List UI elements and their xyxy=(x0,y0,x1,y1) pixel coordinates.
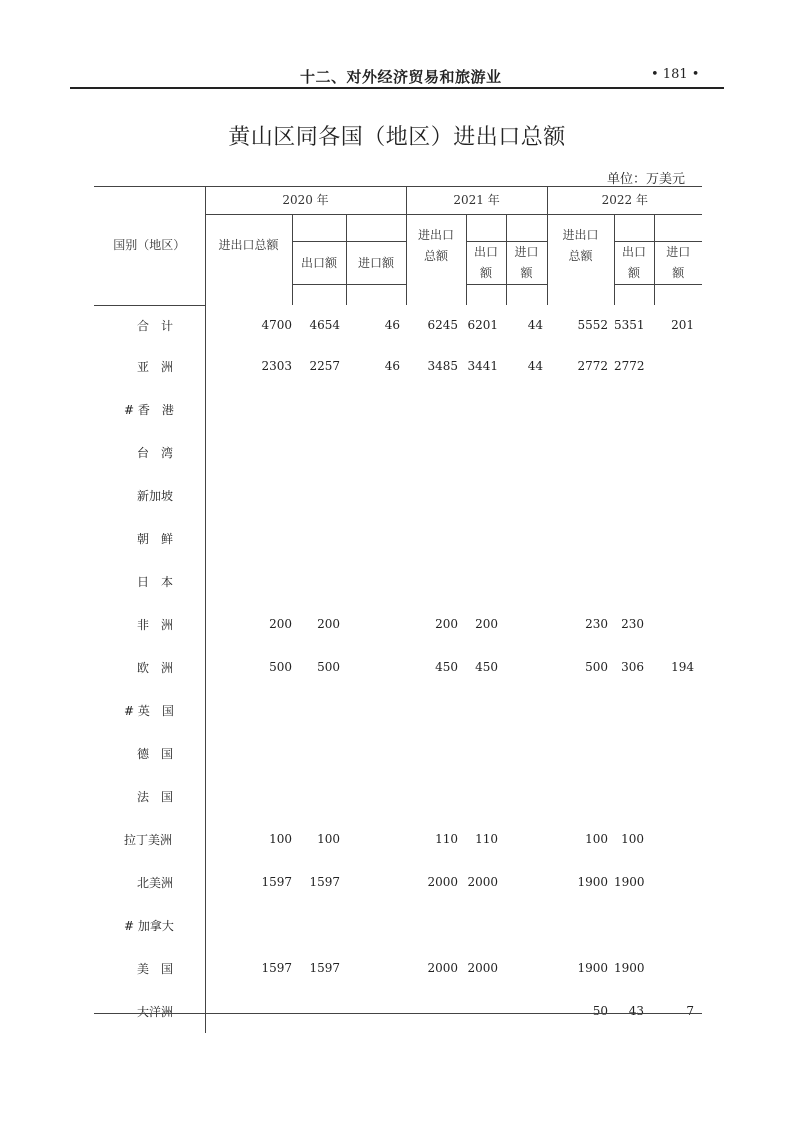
value-cell: 44 xyxy=(527,359,544,373)
value-cell: 100 xyxy=(317,832,340,846)
subheader-2022-import xyxy=(654,215,702,306)
value-cell: 306 xyxy=(621,660,645,674)
subheader-label: 进出口总额 xyxy=(218,238,279,252)
value-cell xyxy=(654,947,702,990)
value-cell xyxy=(614,474,654,517)
value-cell xyxy=(292,431,346,474)
subheader-2022-export xyxy=(614,215,654,306)
value-cell xyxy=(346,560,406,603)
value-cell xyxy=(547,732,614,775)
value-cell xyxy=(205,990,292,1033)
value-cell xyxy=(406,775,466,818)
table-title: 黄山区同各国（地区）进出口总额 xyxy=(228,125,566,150)
value-cell xyxy=(205,560,292,603)
table-bottom-rule xyxy=(94,1013,702,1014)
region-cell: 美 国 xyxy=(94,947,205,990)
value-cell: 200 xyxy=(475,617,499,631)
subheader-label: 进口额 xyxy=(666,245,691,280)
value-cell xyxy=(406,474,466,517)
value-cell xyxy=(205,689,292,732)
value-cell xyxy=(506,603,547,646)
value-cell xyxy=(466,689,506,732)
subheader-label: 进出口总额 xyxy=(418,228,455,263)
value-cell: 1597 xyxy=(261,875,292,889)
region-cell: 日 本 xyxy=(94,560,205,603)
value-cell: 44 xyxy=(527,317,544,332)
value-cell: 230 xyxy=(621,617,645,631)
value-cell: 1900 xyxy=(614,961,645,975)
value-cell xyxy=(406,431,466,474)
value-cell xyxy=(406,732,466,775)
value-cell: 2772 xyxy=(577,359,609,373)
value-cell: 1900 xyxy=(577,875,609,889)
value-cell xyxy=(654,388,702,431)
value-cell xyxy=(506,990,547,1033)
value-cell xyxy=(614,431,654,474)
value-cell xyxy=(406,388,466,431)
value-cell xyxy=(205,732,292,775)
year-header-2021: 2021 年 xyxy=(406,187,547,215)
region-cell: 拉丁美洲 xyxy=(94,818,205,861)
value-cell xyxy=(466,560,506,603)
value-cell: 100 xyxy=(585,832,609,846)
value-cell xyxy=(346,517,406,560)
value-cell xyxy=(654,732,702,775)
region-cell: 欧 洲 xyxy=(94,646,205,689)
value-cell xyxy=(506,517,547,560)
value-cell xyxy=(346,646,406,689)
value-cell xyxy=(506,560,547,603)
subheader-2021-export xyxy=(466,215,506,306)
value-cell: 2772 xyxy=(614,359,645,373)
region-cell: 非 洲 xyxy=(94,603,205,646)
value-cell: 1900 xyxy=(614,875,645,889)
page-number: • 181 • xyxy=(651,67,700,82)
region-cell: 德 国 xyxy=(94,732,205,775)
value-cell xyxy=(654,689,702,732)
header-rule xyxy=(70,87,724,89)
value-cell xyxy=(346,689,406,732)
value-cell xyxy=(547,388,614,431)
value-cell xyxy=(466,517,506,560)
value-cell xyxy=(346,947,406,990)
value-cell: 194 xyxy=(671,660,695,674)
value-cell xyxy=(547,689,614,732)
region-column-header: 国别（地区） xyxy=(94,187,205,305)
value-cell xyxy=(466,388,506,431)
region-cell: 亚 洲 xyxy=(94,345,205,388)
value-cell xyxy=(614,517,654,560)
table-row xyxy=(94,560,702,603)
value-cell: 6201 xyxy=(467,317,499,332)
value-cell xyxy=(614,689,654,732)
subheader-label: 进出口总额 xyxy=(562,228,599,263)
region-cell: 法 国 xyxy=(94,775,205,818)
value-cell xyxy=(292,517,346,560)
value-cell xyxy=(406,904,466,947)
value-cell xyxy=(654,603,702,646)
trade-table xyxy=(94,187,702,1033)
value-cell xyxy=(406,689,466,732)
subheader-2021-total xyxy=(406,215,466,306)
value-cell: 50 xyxy=(592,1004,609,1018)
value-cell xyxy=(654,560,702,603)
value-cell xyxy=(654,861,702,904)
value-cell: 100 xyxy=(621,832,645,846)
value-cell: 500 xyxy=(585,660,609,674)
value-cell xyxy=(346,990,406,1033)
subheader-2022-total xyxy=(547,215,614,306)
value-cell xyxy=(506,732,547,775)
region-cell: 台 湾 xyxy=(94,431,205,474)
subheader-label: 进口额 xyxy=(358,256,395,270)
value-cell xyxy=(466,775,506,818)
value-cell xyxy=(346,904,406,947)
value-cell xyxy=(346,861,406,904)
value-cell xyxy=(346,474,406,517)
value-cell: 100 xyxy=(269,832,292,846)
value-cell: 1597 xyxy=(309,875,340,889)
subheader-2021-import xyxy=(506,215,547,306)
value-cell xyxy=(205,388,292,431)
value-cell: 2303 xyxy=(261,359,292,373)
value-cell xyxy=(506,818,547,861)
value-cell xyxy=(466,904,506,947)
table-row xyxy=(94,689,702,732)
value-cell xyxy=(205,474,292,517)
table-row xyxy=(94,431,702,474)
value-cell: 46 xyxy=(384,359,401,373)
value-cell: 1597 xyxy=(309,961,340,975)
value-cell xyxy=(346,732,406,775)
value-cell xyxy=(547,517,614,560)
value-cell xyxy=(654,818,702,861)
subheader-2020-import xyxy=(346,215,406,306)
region-cell: # 香 港 xyxy=(94,388,205,431)
value-cell xyxy=(292,474,346,517)
value-cell xyxy=(654,431,702,474)
value-cell xyxy=(292,689,346,732)
table-row xyxy=(94,775,702,818)
value-cell xyxy=(614,775,654,818)
table-row xyxy=(94,603,702,646)
subheader-2020-total xyxy=(205,215,292,306)
value-cell xyxy=(466,990,506,1033)
value-cell: 2000 xyxy=(427,961,459,975)
value-cell: 200 xyxy=(269,617,292,631)
value-cell: 110 xyxy=(435,832,459,846)
value-cell: 200 xyxy=(317,617,340,631)
subheader-label: 出口额 xyxy=(474,245,499,280)
value-cell xyxy=(614,732,654,775)
value-cell xyxy=(506,861,547,904)
region-cell: 北美洲 xyxy=(94,861,205,904)
value-cell: 2000 xyxy=(467,961,499,975)
value-cell xyxy=(614,560,654,603)
region-cell: # 英 国 xyxy=(94,689,205,732)
value-cell: 5552 xyxy=(577,317,609,332)
table-row xyxy=(94,818,702,861)
year-header-2022: 2022 年 xyxy=(547,187,702,215)
value-cell: 500 xyxy=(269,660,292,674)
region-cell: # 加拿大 xyxy=(94,904,205,947)
table-row xyxy=(94,947,702,990)
value-cell xyxy=(654,474,702,517)
value-cell xyxy=(547,474,614,517)
value-cell xyxy=(406,517,466,560)
region-cell: 朝 鲜 xyxy=(94,517,205,560)
value-cell: 1597 xyxy=(261,961,292,975)
value-cell xyxy=(654,904,702,947)
value-cell: 2257 xyxy=(309,359,340,373)
value-cell xyxy=(406,560,466,603)
value-cell xyxy=(547,775,614,818)
value-cell xyxy=(506,646,547,689)
value-cell: 1900 xyxy=(577,961,609,975)
table-row xyxy=(94,732,702,775)
table-row xyxy=(94,345,702,388)
value-cell xyxy=(506,947,547,990)
value-cell xyxy=(506,904,547,947)
year-header-2020: 2020 年 xyxy=(205,187,406,215)
table-row xyxy=(94,904,702,947)
value-cell xyxy=(547,431,614,474)
value-cell xyxy=(346,818,406,861)
subheader-label: 进口额 xyxy=(514,245,539,280)
value-cell: 3441 xyxy=(467,359,499,373)
table-row xyxy=(94,305,702,345)
table-row xyxy=(94,861,702,904)
value-cell xyxy=(547,904,614,947)
value-cell xyxy=(292,904,346,947)
value-cell xyxy=(547,560,614,603)
value-cell xyxy=(292,775,346,818)
value-cell xyxy=(292,990,346,1033)
unit-label: 单位：万美元 xyxy=(607,172,686,187)
value-cell: 3485 xyxy=(427,359,459,373)
table-row xyxy=(94,990,702,1033)
value-cell xyxy=(466,431,506,474)
value-cell xyxy=(614,904,654,947)
value-cell: 230 xyxy=(585,617,609,631)
value-cell: 2000 xyxy=(467,875,499,889)
value-cell xyxy=(292,388,346,431)
value-cell xyxy=(506,689,547,732)
value-cell: 450 xyxy=(475,660,499,674)
value-cell xyxy=(614,388,654,431)
value-cell: 110 xyxy=(475,832,499,846)
table-row xyxy=(94,474,702,517)
value-cell: 2000 xyxy=(427,875,459,889)
value-cell xyxy=(466,474,506,517)
table-row xyxy=(94,646,702,689)
value-cell xyxy=(205,517,292,560)
value-cell xyxy=(346,775,406,818)
value-cell: 450 xyxy=(435,660,459,674)
value-cell: 7 xyxy=(686,1004,695,1018)
value-cell xyxy=(654,775,702,818)
region-cell: 大洋洲 xyxy=(94,990,205,1033)
value-cell: 43 xyxy=(628,1004,645,1018)
value-cell xyxy=(406,990,466,1033)
value-cell: 4700 xyxy=(261,317,292,332)
region-cell: 合 计 xyxy=(94,305,205,345)
table-row xyxy=(94,388,702,431)
value-cell xyxy=(654,345,702,388)
value-cell: 500 xyxy=(317,660,340,674)
value-cell xyxy=(506,474,547,517)
value-cell xyxy=(506,388,547,431)
subheader-2020-export xyxy=(292,215,346,306)
value-cell: 6245 xyxy=(427,317,459,332)
value-cell xyxy=(346,603,406,646)
value-cell xyxy=(205,904,292,947)
value-cell xyxy=(346,388,406,431)
value-cell xyxy=(292,560,346,603)
value-cell: 4654 xyxy=(309,317,340,332)
value-cell: 201 xyxy=(671,317,695,332)
value-cell: 200 xyxy=(435,617,459,631)
value-cell xyxy=(506,431,547,474)
table-row xyxy=(94,517,702,560)
region-cell: 新加坡 xyxy=(94,474,205,517)
value-cell xyxy=(205,775,292,818)
value-cell xyxy=(346,431,406,474)
section-title: 十二、对外经济贸易和旅游业 xyxy=(300,68,502,86)
value-cell xyxy=(506,775,547,818)
value-cell: 46 xyxy=(384,317,401,332)
value-cell: 5351 xyxy=(614,317,645,332)
value-cell xyxy=(292,732,346,775)
value-cell xyxy=(466,732,506,775)
value-cell xyxy=(205,431,292,474)
subheader-label: 出口额 xyxy=(300,256,337,270)
value-cell xyxy=(654,517,702,560)
subheader-label: 出口额 xyxy=(622,245,647,280)
